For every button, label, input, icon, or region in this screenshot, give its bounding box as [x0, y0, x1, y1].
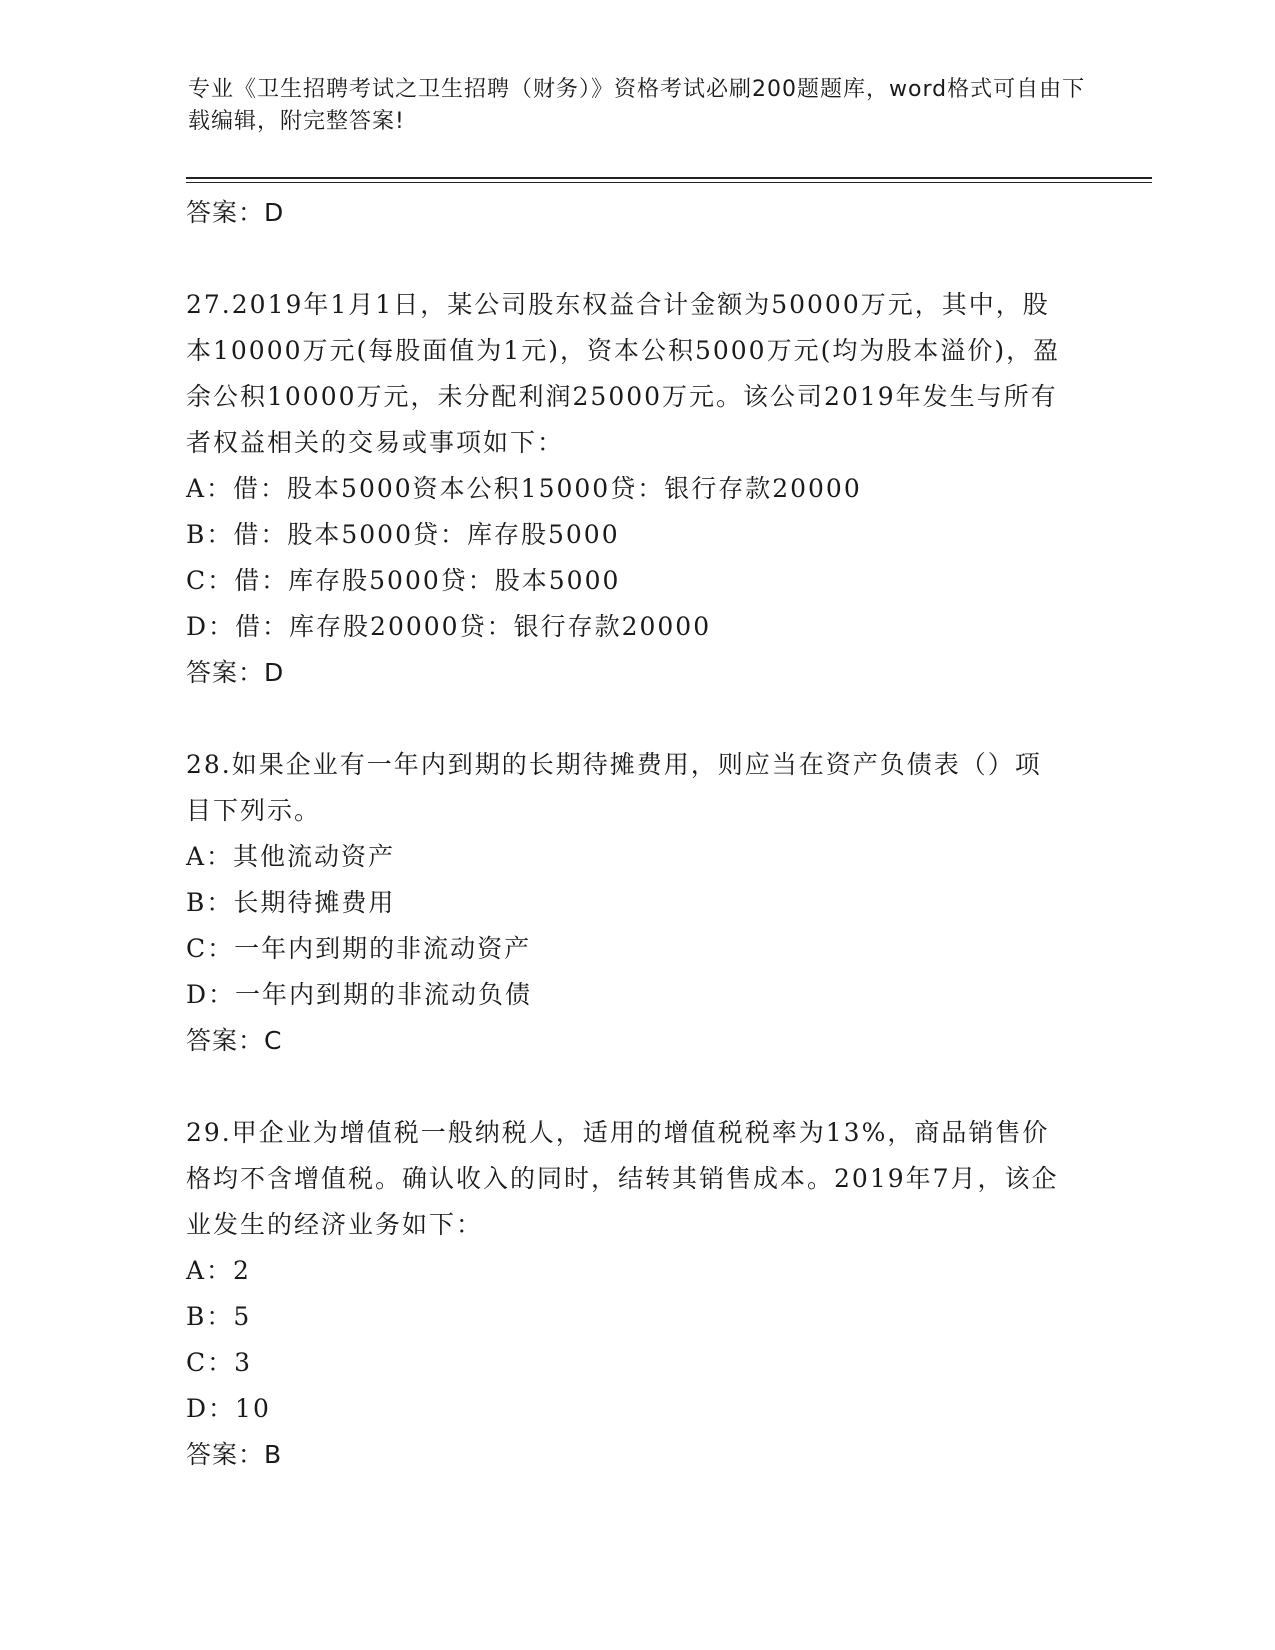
- option-d: D：一年内到期的非流动负债: [186, 980, 533, 1009]
- answer-line: 答案：C: [186, 1026, 283, 1055]
- header-divider-thin: [186, 182, 1152, 183]
- option-a: A：其他流动资产: [186, 842, 396, 871]
- option-b: B：借：股本5000贷：库存股5000: [186, 520, 620, 549]
- option-d: D：10: [186, 1394, 271, 1423]
- option-c: C：借：库存股5000贷：股本5000: [186, 566, 621, 595]
- header-divider: [186, 177, 1152, 179]
- option-d: D：借：库存股20000贷：银行存款20000: [186, 612, 712, 641]
- option-b: B：5: [186, 1302, 252, 1331]
- question-28: [186, 742, 1066, 1064]
- question-stem: 29.甲企业为增值税一般纳税人，适用的增值税税率为13%，商品销售价格均不含增值税。确认收入的同时，结转其销售成本。2019年7月，该企业发生的经济业务如下：: [186, 1118, 1059, 1239]
- answer-line: 答案：B: [186, 1440, 283, 1469]
- option-b: B：长期待摊费用: [186, 888, 396, 917]
- option-a: A：2: [186, 1256, 251, 1285]
- question-list: [186, 190, 1066, 1478]
- option-a: A：借：股本5000资本公积15000贷：银行存款20000: [186, 474, 862, 503]
- question-stem: 28.如果企业有一年内到期的长期待摊费用，则应当在资产负债表（）项目下列示。: [186, 750, 1042, 825]
- option-c: C：一年内到期的非流动资产: [186, 934, 532, 963]
- question-stem: 27.2019年1月1日，某公司股东权益合计金额为50000万元，其中，股本10000万元(每股面值为1元)，资本公积5000万元(均为股本溢价)，盈余公积10000万元，未分配利润25000万元。该公司2019年发生与所有者权益相关的交易或事项如下：: [186, 290, 1061, 457]
- question-27: [186, 282, 1066, 696]
- question-29: [186, 1110, 1066, 1478]
- answer-line: 答案：D: [186, 198, 285, 227]
- answer-line: 答案：D: [186, 658, 285, 687]
- page-header: 专业《卫生招聘考试之卫生招聘（财务）》资格考试必刷200题题库，word格式可自由下载编辑，附完整答案!: [188, 77, 1086, 134]
- option-c: C：3: [186, 1348, 253, 1377]
